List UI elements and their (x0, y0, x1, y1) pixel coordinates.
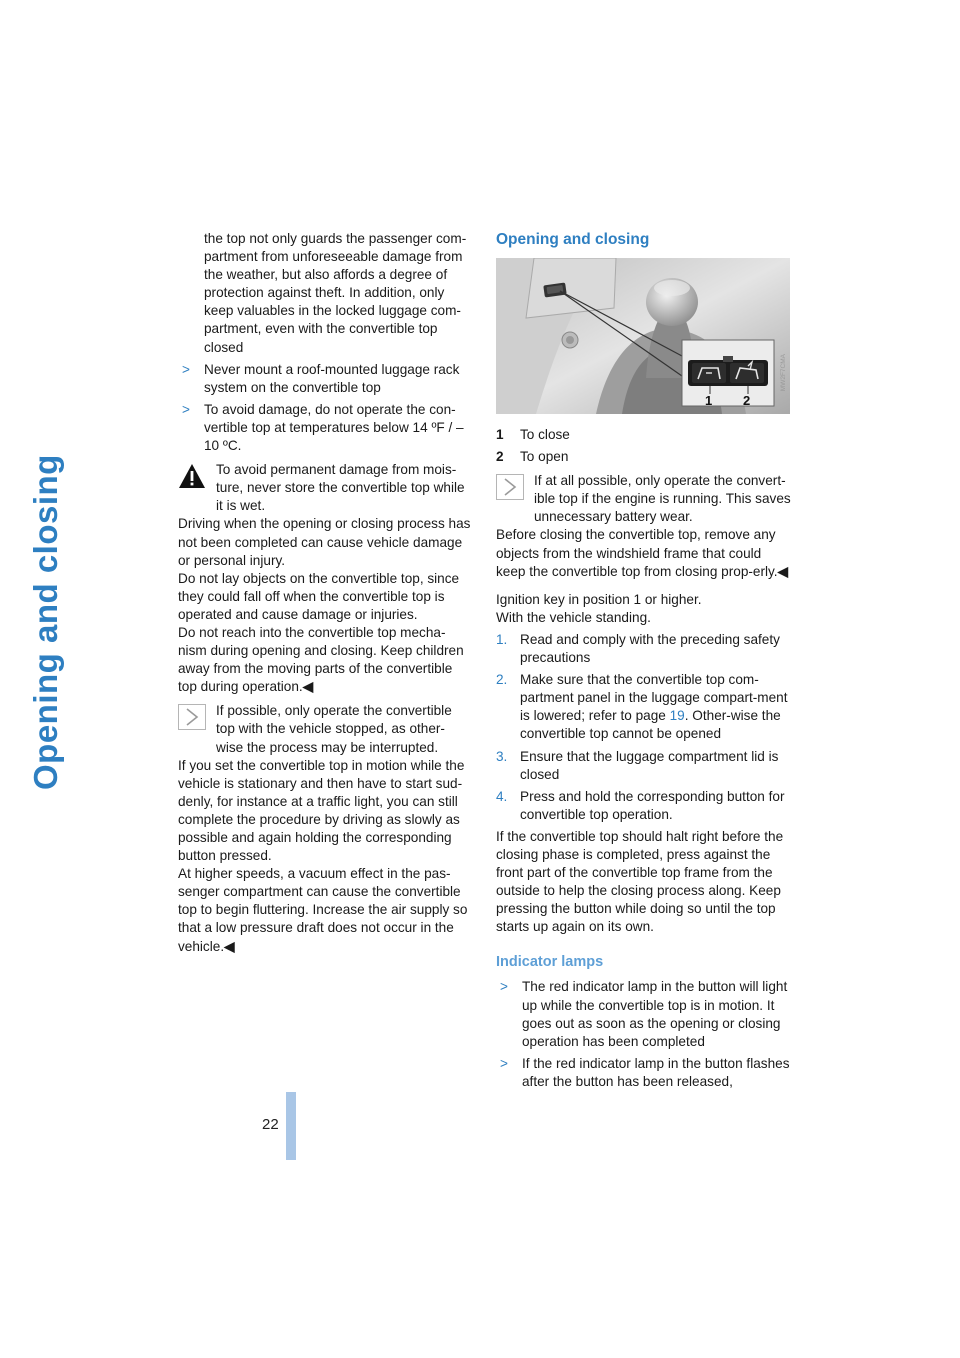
info-note (496, 472, 792, 581)
step-item (496, 631, 792, 667)
standing-paragraph: With the vehicle standing. (496, 609, 651, 625)
note-arrow-icon (178, 704, 206, 730)
note-text: If possible, only operate the convertible top with the vehicle stopped, as other-wise the process may be interrupted. (216, 703, 452, 755)
step-text: . Other-wise the convertible top cannot be opened (520, 708, 781, 742)
note-text: At higher speeds, a vacuum effect in the pas-senger compartment can cause the convertible top to begin fluttering. Increase the air supply so that a low pressure draft does not occur in the vehicle.◀ (178, 866, 468, 954)
end-mark: ◀ (302, 679, 314, 695)
subsection-heading: Indicator lamps (496, 954, 604, 971)
ignition-paragraph: Ignition key in position 1 or higher. (496, 591, 702, 607)
section-side-title (26, 230, 66, 790)
note-text: Before closing the convertible top, remove any objects from the windshield frame that could keep the convertible top from closing prop-erly.◀ (496, 527, 789, 579)
figure-watermark: MW2F7CMA (780, 354, 787, 392)
left-column (178, 230, 472, 956)
step-item (496, 748, 792, 784)
bullet-marker: > (182, 401, 190, 417)
legend-text: To open (520, 449, 569, 465)
legend-number: 1 (496, 427, 504, 442)
bullet-item (496, 978, 792, 1050)
warning-text: Do not lay objects on the convertible top, since they could fall off when the convertible top is operated and cause damage or injuries. (178, 570, 460, 622)
warning-text: Driving when the opening or closing process has not been completed can cause vehicle damage or personal injury. (178, 516, 471, 568)
legend-text: To close (520, 427, 570, 442)
note-text: If at all possible, only operate the convert-ible top if the engine is running. This saves unnecessary battery wear. (534, 473, 791, 525)
page-number: 22 (262, 1116, 279, 1133)
bullet-text: To avoid damage, do not operate the con-vertible top at temperatures below 14 ºF / –10 ºC. (204, 401, 464, 454)
step-text: Make sure that the convertible top com-partment panel in the luggage compart-ment is lowered; refer to page (520, 672, 788, 724)
page-reference-link[interactable]: 19 (669, 708, 685, 724)
intro-paragraph: the top not only guards the passenger com-partment from unforeseeable damage from the weather, but also affords a degree of protection against theft. In addition, only keep valuables in the locked luggage com-partment, even with the convertible top closed (204, 231, 467, 355)
step-text: Press and hold the corresponding button for convertible top operation. (520, 788, 785, 822)
bullet-text: If the red indicator lamp in the button flashes after the button has been released, (522, 1055, 790, 1089)
bullet-marker: > (182, 361, 190, 377)
legend-item (496, 448, 792, 466)
figure-callout-2: 2 (743, 393, 751, 408)
legend-number: 2 (496, 449, 504, 465)
step-item (496, 788, 792, 824)
step-text: Ensure that the luggage compartment lid is closed (520, 748, 779, 782)
figure-callout-1: 1 (705, 393, 713, 408)
legend-item (496, 426, 792, 444)
end-mark: ◀ (224, 938, 235, 954)
step-text: Read and comply with the preceding safety precautions (520, 631, 780, 666)
convertible-top-switch-figure (496, 258, 790, 414)
bullet-text: Never mount a roof-mounted luggage rack system on the convertible top (204, 361, 460, 395)
bullet-item (178, 361, 472, 397)
bullet-item (496, 1055, 792, 1091)
bullet-item (178, 401, 472, 455)
note-arrow-icon (496, 474, 524, 500)
step-number: 4. (496, 788, 508, 804)
section-title-text: Opening and closing (27, 454, 64, 790)
info-note (178, 702, 472, 955)
note-text: If you set the convertible top in motion while the vehicle is stationary and then have to start sud-denly, for instance at a traffic light, you can still complete the procedure by driving as slowly as possible and again holding the corresponding button pressed. (178, 757, 465, 864)
section-heading: Opening and closing (496, 231, 650, 248)
warning-note (178, 461, 472, 696)
bullet-marker: > (500, 979, 508, 995)
step-item (496, 671, 792, 743)
halt-paragraph: If the convertible top should halt right before the closing phase is completed, press against the front part of the convertible top frame from the outside to help the closing process along. Keep pressing the button while doing so until the top starts up again on its own. (496, 828, 784, 935)
end-mark: ◀ (777, 563, 789, 579)
warning-triangle-icon (178, 463, 206, 489)
step-number: 2. (496, 672, 508, 688)
bullet-text: The red indicator lamp in the button will light up while the convertible top is in motion. It goes out as soon as the opening or closing operation has been completed (522, 979, 788, 1049)
warning-text: To avoid permanent damage from mois-ture, never store the convertible top while it is wet. (216, 462, 465, 514)
bullet-marker: > (500, 1055, 508, 1071)
step-number: 1. (496, 631, 508, 647)
center-console-illustration (496, 258, 790, 414)
right-column (496, 230, 792, 1091)
step-number: 3. (496, 748, 508, 764)
page-accent-bar (286, 1092, 296, 1160)
warning-text: Do not reach into the convertible top mecha-nism during opening and closing. Keep children away from the moving parts of the convertible top during operation.◀ (178, 624, 464, 695)
